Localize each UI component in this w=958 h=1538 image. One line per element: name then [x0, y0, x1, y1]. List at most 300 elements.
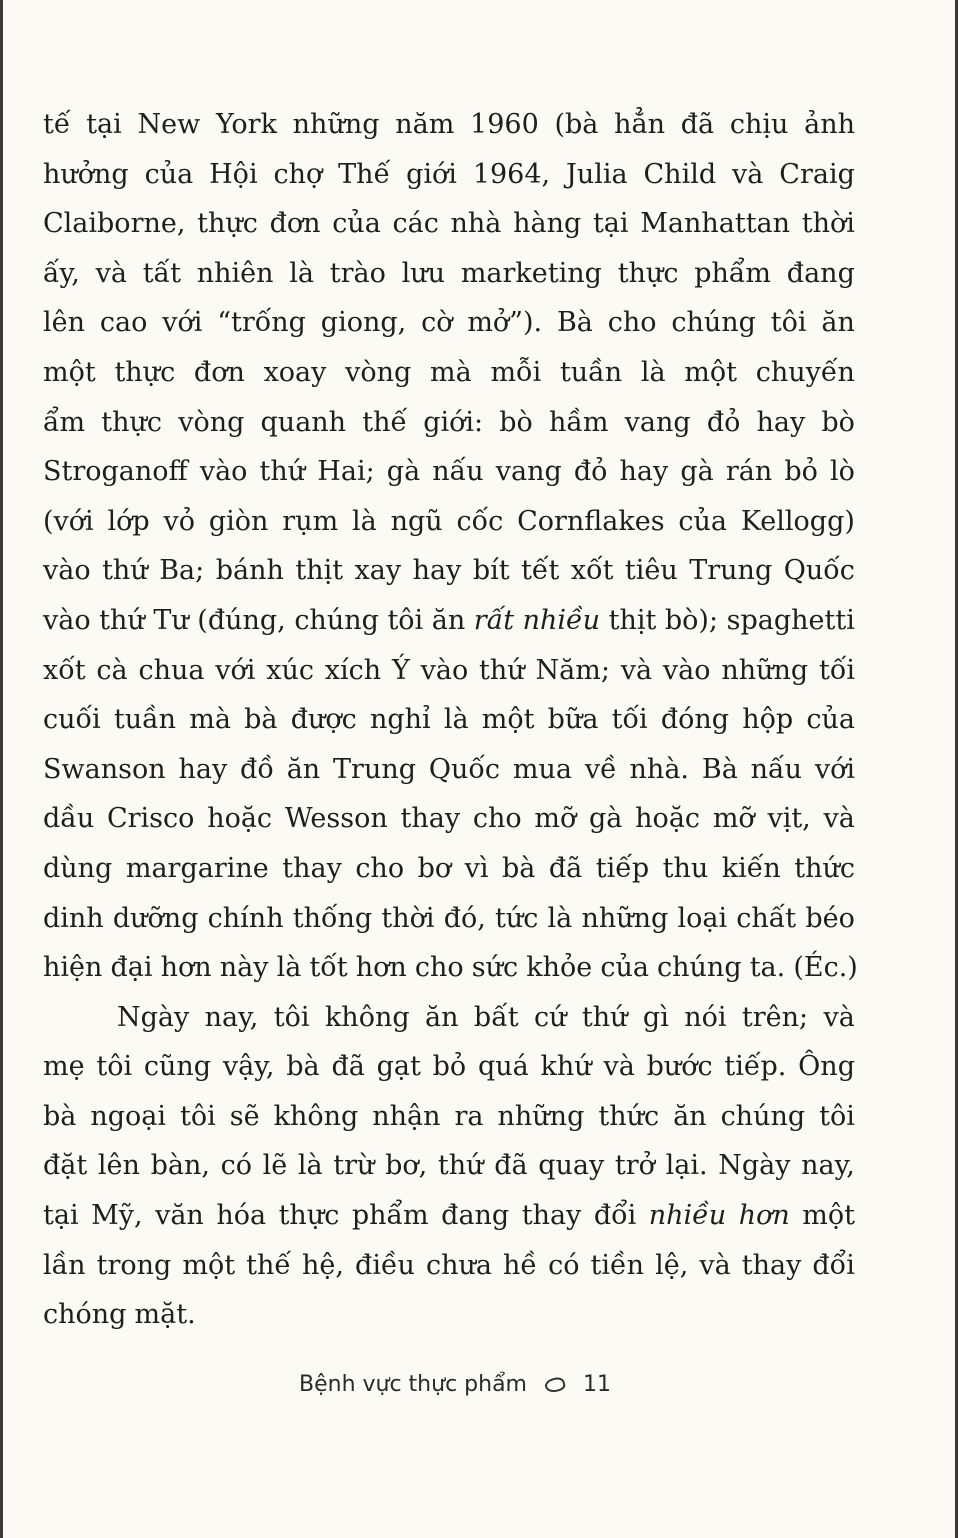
word: chúng — [671, 307, 756, 339]
word: trào — [329, 257, 386, 289]
word: (Éc.) — [793, 952, 858, 984]
word: nhiều — [648, 1200, 727, 1232]
word: đã — [331, 1051, 365, 1083]
word: New — [137, 109, 201, 140]
word: kiến — [721, 852, 781, 884]
word: Hai; — [317, 456, 375, 488]
word: tết — [521, 555, 560, 587]
word: hoặc — [207, 803, 273, 835]
word: hầm — [548, 406, 609, 438]
word: Hội — [209, 158, 258, 190]
word: thức — [794, 852, 855, 884]
paragraph — [43, 100, 858, 993]
word: cho — [607, 307, 657, 339]
word: tiêu — [624, 555, 678, 587]
word: quá — [477, 1051, 529, 1083]
word: nhiên — [196, 257, 274, 289]
text-line — [43, 150, 855, 200]
word: là — [289, 257, 314, 289]
word: Kellogg) — [740, 505, 855, 537]
word: Swanson — [43, 753, 166, 785]
word: của — [678, 505, 728, 537]
word: thực — [197, 208, 258, 240]
word: hóa — [216, 1200, 267, 1232]
word: Julia — [566, 158, 628, 190]
word: nói — [684, 1001, 727, 1033]
word: hưởng — [43, 158, 129, 190]
word: và — [823, 1001, 855, 1033]
word: lớp — [107, 505, 150, 537]
word: 1964, — [472, 158, 551, 190]
word: đổi — [812, 1249, 855, 1281]
word: tức — [494, 902, 539, 934]
word: bò); — [664, 604, 719, 636]
word: lò — [830, 456, 855, 488]
text-line — [43, 1191, 855, 1241]
word: lần — [43, 1249, 86, 1281]
word: tốt — [309, 952, 348, 984]
word: và — [603, 1051, 635, 1083]
word: không — [273, 1100, 359, 1132]
text-line — [43, 943, 858, 993]
word: hoặc — [635, 803, 701, 835]
word: giới: — [423, 406, 484, 438]
word: tôi — [273, 1001, 310, 1033]
word: (đúng, — [197, 604, 286, 636]
word: hay — [756, 406, 806, 438]
word: thực — [114, 356, 176, 388]
word: cho — [355, 852, 405, 884]
word: đỏ — [706, 406, 741, 438]
word: của — [144, 158, 194, 190]
word: đồ — [240, 753, 274, 785]
word: chịu — [729, 109, 789, 140]
word: thống — [292, 902, 373, 934]
word: (bà — [554, 109, 599, 140]
word: ra — [454, 1100, 484, 1132]
text-line — [43, 646, 855, 696]
word: spaghetti — [726, 604, 855, 636]
word: khứ — [540, 1051, 592, 1083]
word: rán — [725, 456, 773, 488]
word: trong — [96, 1249, 172, 1281]
text-line — [43, 1241, 855, 1291]
word: dùng — [43, 852, 113, 884]
word: vì — [464, 852, 489, 884]
word: thế — [362, 406, 408, 438]
word: lại. — [665, 1150, 708, 1182]
running-title: Bệnh vực thực phẩm — [299, 1372, 527, 1397]
word: là — [276, 952, 302, 984]
word: ngoại — [90, 1100, 167, 1132]
word: mỡ — [712, 803, 755, 835]
word: tất — [142, 257, 181, 289]
word: tiền — [590, 1249, 645, 1281]
word: Craig — [779, 158, 855, 190]
word: khỏe — [526, 952, 593, 984]
word: có — [548, 1249, 580, 1281]
word: mỡ — [534, 803, 577, 835]
word: hộp — [742, 704, 794, 736]
text-line — [43, 249, 855, 299]
word: ăn — [425, 1001, 459, 1033]
word: đặt — [43, 1150, 88, 1182]
word: York — [215, 109, 277, 140]
word: mà — [430, 356, 472, 388]
word: nay, — [204, 1001, 259, 1033]
word: hơn — [738, 1200, 790, 1232]
word: Manhattan — [640, 208, 791, 240]
text-line — [43, 497, 855, 547]
word: hơn — [160, 952, 212, 984]
word: chua — [138, 654, 205, 686]
word: nhận — [372, 1100, 441, 1132]
word: thịt — [295, 555, 344, 587]
word: vào — [420, 654, 469, 686]
word: tuần — [559, 356, 623, 388]
word: bàn, — [150, 1150, 210, 1182]
word: gì — [642, 1001, 669, 1033]
word: đơn — [193, 356, 245, 388]
word: vang — [624, 406, 691, 438]
word: ăn — [673, 1100, 707, 1132]
word: lẽ — [262, 1150, 288, 1182]
word: Claiborne, — [43, 208, 186, 240]
word: lên — [97, 1150, 140, 1182]
word: giòn — [208, 505, 269, 537]
word: của — [600, 952, 649, 984]
word: điều — [355, 1249, 415, 1281]
text-line — [43, 596, 855, 646]
word: đổi — [593, 1200, 637, 1232]
paragraph — [43, 993, 855, 1340]
word: năm — [395, 109, 455, 140]
word: mở”). — [467, 307, 543, 339]
word: vào — [43, 555, 91, 587]
word: trở — [614, 1150, 655, 1182]
word: lên — [43, 307, 86, 339]
word: tại — [43, 1200, 79, 1232]
word: bất — [473, 1001, 519, 1033]
word: sẽ — [229, 1100, 260, 1132]
word: “trống — [217, 307, 306, 339]
word: cốc — [456, 505, 504, 537]
word: quanh — [260, 406, 347, 438]
word: thay — [521, 1200, 582, 1232]
word: nhiều — [522, 604, 601, 636]
word: bơ — [417, 852, 452, 884]
word: được — [290, 704, 357, 736]
word: ăn — [431, 604, 466, 636]
word: những — [581, 902, 669, 934]
word: Ngày — [117, 1001, 190, 1033]
word: giới — [406, 158, 457, 190]
text-line — [43, 1290, 855, 1340]
word: là — [352, 505, 377, 537]
word: xích — [324, 654, 382, 686]
word: bò — [499, 406, 533, 438]
text-line — [43, 447, 855, 497]
word: rất — [473, 604, 515, 636]
word: và — [699, 1249, 731, 1281]
word: 1960 — [470, 109, 539, 140]
word: phẩm — [351, 1200, 429, 1232]
word: thu — [662, 852, 709, 884]
word: cũng — [143, 1051, 212, 1083]
word: thay — [282, 852, 342, 884]
word: tuần — [113, 704, 177, 736]
word: nhà. — [629, 753, 690, 785]
word: bỏ — [432, 1051, 467, 1083]
word: các — [392, 208, 439, 240]
word: bơ, — [385, 1150, 428, 1182]
word: là — [297, 1150, 323, 1182]
word: xoay — [263, 356, 327, 388]
word: chất — [736, 902, 797, 934]
word: bữa — [547, 704, 599, 736]
word: là — [640, 356, 666, 388]
word: mặt. — [134, 1299, 196, 1331]
word: thứ — [581, 1001, 628, 1033]
word: thời — [381, 902, 435, 934]
word: đỏ — [573, 456, 608, 488]
word: mẹ — [43, 1051, 85, 1083]
word: một — [481, 704, 535, 736]
word: là — [443, 704, 469, 736]
word: bỏ — [784, 456, 818, 488]
word: gạt — [376, 1051, 421, 1083]
word: vào — [662, 654, 711, 686]
page-footer — [299, 1372, 611, 1397]
leaf-ornament-icon — [544, 1375, 567, 1394]
word: chưa — [426, 1249, 492, 1281]
word: đã — [494, 1150, 528, 1182]
word: xay — [354, 555, 402, 587]
word: Quốc — [783, 555, 855, 587]
word: Crisco — [106, 803, 195, 835]
word: đang — [441, 1200, 510, 1232]
word: vòng — [345, 356, 412, 388]
word: đơn — [269, 208, 321, 240]
word: gà — [589, 803, 623, 835]
word: tôi — [770, 307, 807, 339]
word: với — [215, 654, 256, 686]
word: vòng — [178, 406, 245, 438]
word: thứ — [102, 555, 148, 587]
word: tôi — [819, 1100, 855, 1132]
word: và — [823, 803, 855, 835]
word: marketing — [460, 257, 602, 289]
word: về — [584, 753, 617, 785]
word: nghỉ — [369, 704, 431, 736]
word: không — [324, 1001, 410, 1033]
word: đó, — [443, 902, 486, 934]
word: thời — [801, 208, 855, 240]
word: thứ — [99, 604, 145, 636]
word: Bà — [701, 753, 738, 785]
word: chúng — [657, 952, 742, 984]
word: hơn — [355, 952, 407, 984]
word: phẩm — [694, 257, 772, 289]
word: chúng — [294, 604, 379, 636]
word: và — [732, 158, 764, 190]
word: thực — [617, 257, 679, 289]
word: Ba; — [159, 555, 205, 587]
text-line — [43, 398, 855, 448]
word: Trung — [689, 555, 773, 587]
word: bà — [244, 704, 278, 736]
word: tiếp. — [724, 1051, 787, 1083]
word: tại — [592, 208, 629, 240]
word: thay — [400, 803, 461, 835]
text-line — [43, 844, 855, 894]
word: hay — [178, 753, 228, 785]
word: bít — [472, 555, 510, 587]
word: tôi — [387, 604, 424, 636]
word: mà — [189, 704, 231, 736]
word: ẩm — [43, 406, 86, 438]
word: vậy, — [222, 1051, 275, 1083]
word: thịt — [608, 604, 657, 636]
word: tiếp — [595, 852, 650, 884]
word: của — [806, 704, 855, 736]
word: Mỹ, — [91, 1200, 143, 1232]
word: ăn — [286, 753, 321, 785]
word: hay — [412, 555, 462, 587]
word: lưu — [401, 257, 446, 289]
word: trên; — [741, 1001, 809, 1033]
word: thứ — [479, 654, 525, 686]
page-number: 11 — [582, 1372, 611, 1397]
word: cà — [96, 654, 128, 686]
word: nấu — [750, 753, 802, 785]
word: ảnh — [804, 109, 855, 140]
text-line — [43, 348, 855, 398]
text-line — [43, 1092, 855, 1142]
word: thực — [278, 1200, 340, 1232]
word: cờ — [421, 307, 453, 339]
word: ngũ — [390, 505, 443, 537]
word: một — [182, 1249, 236, 1281]
word: hiện — [43, 952, 103, 984]
word: thế — [246, 1249, 291, 1281]
word: thực — [101, 406, 163, 438]
word: Tư — [153, 604, 189, 636]
word: Ý — [391, 654, 410, 686]
word: Wesson — [284, 803, 388, 835]
text-line — [43, 1141, 855, 1191]
text-line — [43, 794, 855, 844]
word: ăn — [821, 307, 855, 339]
word: vào — [199, 456, 248, 488]
word: một — [684, 356, 738, 388]
word: dinh — [43, 902, 104, 934]
word: rụm — [282, 505, 339, 537]
word: chóng — [43, 1299, 127, 1331]
word: tế — [43, 109, 71, 140]
word: mỗi — [490, 356, 542, 388]
word: này — [219, 952, 269, 984]
word: tối — [611, 704, 648, 736]
word: đại — [110, 952, 153, 984]
text-line — [43, 1042, 855, 1092]
word: bà — [43, 1100, 77, 1132]
word: giong, — [320, 307, 407, 339]
word: là — [547, 902, 573, 934]
word: với — [162, 307, 203, 339]
word: dưỡng — [112, 902, 199, 934]
word: cuối — [43, 704, 101, 736]
word: Ngày — [718, 1150, 791, 1182]
word: hàng — [513, 208, 582, 240]
word: sức — [471, 952, 519, 984]
word: xúc — [266, 654, 314, 686]
word: margarine — [125, 852, 269, 884]
word: thay — [741, 1249, 802, 1281]
word: Năm; — [535, 654, 610, 686]
word: nay, — [801, 1150, 855, 1182]
word: trừ — [333, 1150, 375, 1182]
word: tối — [818, 654, 855, 686]
word: chợ — [273, 158, 323, 190]
text-line — [43, 695, 855, 745]
word: chúng — [720, 1100, 806, 1132]
word: và — [620, 654, 653, 686]
word: đã — [548, 852, 583, 884]
word: ta. — [749, 952, 786, 984]
word: bà — [286, 1051, 320, 1083]
word: bò — [821, 406, 855, 438]
word: chính — [207, 902, 284, 934]
word: cứ — [533, 1001, 567, 1033]
word: vào — [43, 604, 91, 636]
text-line — [43, 894, 855, 944]
word: hẳn — [614, 109, 666, 140]
word: dầu — [43, 803, 95, 835]
word: Thế — [338, 158, 391, 190]
word: Bà — [556, 307, 593, 339]
word: một — [43, 356, 96, 388]
word: béo — [805, 902, 855, 934]
text-line — [43, 100, 855, 150]
word: Cornflakes — [517, 505, 665, 537]
text-line — [43, 298, 855, 348]
word: mua — [512, 753, 572, 785]
word: bà — [501, 852, 536, 884]
word: vỏ — [163, 505, 196, 537]
word: cao — [99, 307, 148, 339]
word: Child — [643, 158, 717, 190]
word: chuyến — [755, 356, 855, 388]
word: vang — [495, 456, 562, 488]
word: ấy, — [43, 257, 80, 289]
word: bước — [646, 1051, 713, 1083]
word: hay — [619, 456, 669, 488]
word: nhà — [450, 208, 502, 240]
word: thức — [598, 1100, 660, 1132]
word: xốt — [43, 654, 86, 686]
word: đang — [786, 257, 855, 289]
text-line — [43, 745, 855, 795]
word: cho — [472, 803, 522, 835]
word: vịt, — [767, 803, 811, 835]
word: loại — [677, 902, 728, 934]
word: hệ, — [302, 1249, 344, 1281]
word: nấu — [432, 456, 484, 488]
word: một — [802, 1200, 855, 1232]
word: quay — [538, 1150, 605, 1182]
word: lệ, — [655, 1249, 689, 1281]
